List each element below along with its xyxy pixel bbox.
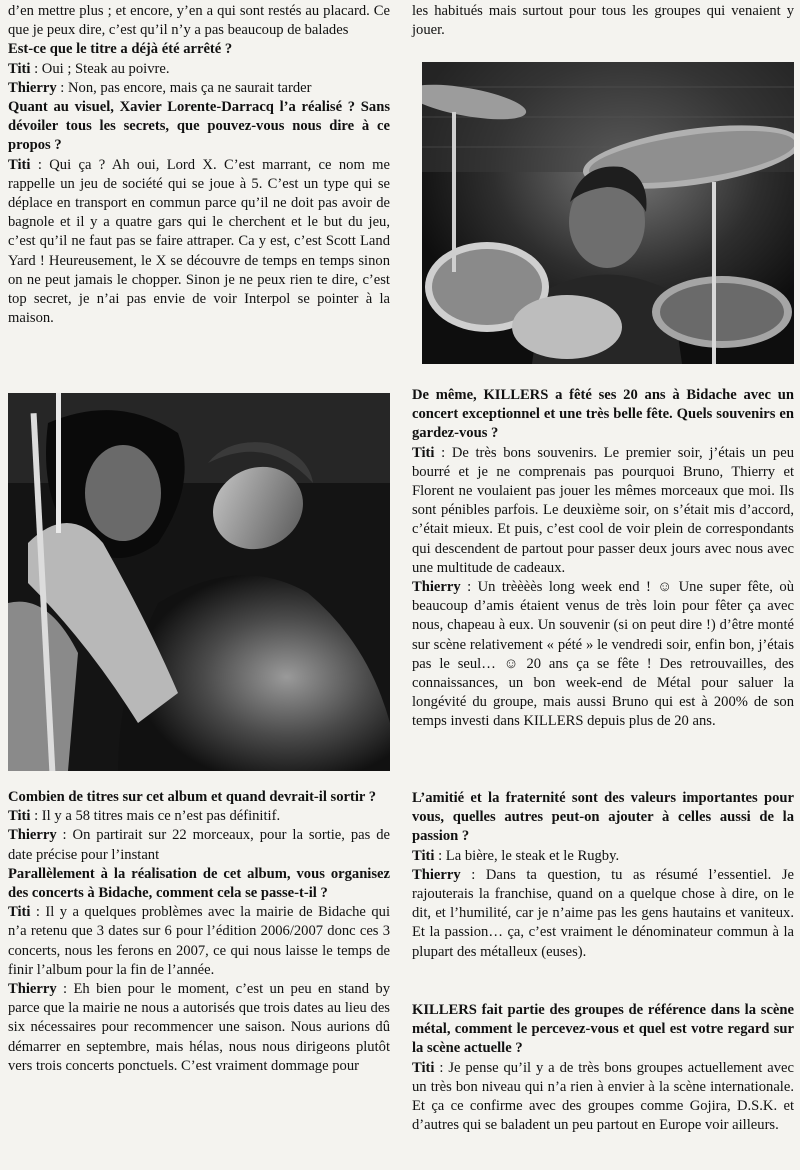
- speaker-name: Titi: [8, 904, 31, 921]
- speaker-name: Titi: [8, 60, 31, 77]
- answer-text: : De très bons souvenirs. Le premier soir, j’étais un peu bourré et je ne comprenais pas pourquoi Bruno, Thierry et Florent ne voulaient pas jouer les mêmes morceaux que moi. Ils sont pénibles parfois. Le deuxième soir, on s’était mis d’accord, c’était mieux. Et puis, c’est cool de voir plein de correspondants qui descendent de partout pour passer deux jours avec nous avec une multitude de cadeaux.: [412, 444, 794, 576]
- answer-text: : Il y a quelques problèmes avec la mairie de Bidache qui n’a retenu que 3 dates sur 6 pour l’édition 2006/2007 donc ces 3 concerts, nous les ferons en 2007, ce qui nous laisse le temps de finir l’album pour la fin de l’année.: [8, 904, 390, 978]
- speaker-name: Thierry: [8, 79, 57, 96]
- interview-answer: [8, 980, 390, 1076]
- interview-question: L’amitié et la fraternité sont des valeurs importantes pour vous, quelles autres peut-on ajouter à celles aussi de la passion ?: [412, 790, 794, 845]
- right-text-block-values: [412, 789, 794, 962]
- interview-question: Combien de titres sur cet album et quand devrait-il sortir ?: [8, 789, 377, 805]
- speaker-name: Titi: [8, 808, 31, 825]
- photo-drummer: [422, 62, 794, 364]
- left-text-block-bottom: [8, 788, 390, 1076]
- answer-text: : Qui ça ? Ah oui, Lord X. C’est marrant, ce nom me rappelle un jeu de société qui se joue à 5. C’est un type qui se déplace en transport en commun parce qu’il ne doit pas avoir de bagnole et il y a quatre gars qui le cherchent et le but du jeu, c’est qu’il ne faut pas se faire attraper. Ca y est, c’est Scott Land Yard ! Heureusement, le X se découvre de temps en temps sinon on ne peut jamais le chopper. Sinon je ne peux rien te dire, c’est top secret, je n’ai pas envie de voir Interpol se pointer à la maison.: [8, 156, 390, 327]
- answer-text: : On partirait sur 22 morceaux, pour la sortie, pas de date précise pour l’instant: [8, 827, 390, 863]
- interview-answer: [412, 444, 794, 578]
- answer-text: : Non, pas encore, mais ça ne saurait tarder: [56, 79, 312, 96]
- answer-text: : Il y a 58 titres mais ce n’est pas définitif.: [30, 808, 281, 825]
- interview-answer: [8, 903, 390, 980]
- interview-answer: [8, 826, 390, 864]
- interview-answer: [8, 807, 390, 826]
- right-text-block-top: [412, 2, 794, 40]
- interview-answer: [412, 866, 794, 962]
- interview-answer: [8, 79, 390, 98]
- answer-text: : Je pense qu’il y a de très bons groupes actuellement avec un très bon niveau qui n’a rien à envier à la scène internationale. Et ça ce confirme avec des groupes comme Gojira, D.S.K. et d’autres qui se baladent un peu partout en Europe voir ailleurs.: [412, 1059, 794, 1134]
- paragraph: les habitués mais surtout pour tous les groupes qui venaient y jouer.: [412, 3, 794, 39]
- interview-question: Parallèlement à la réalisation de cet album, vous organisez des concerts à Bidache, comment cela se passe-t-il ?: [8, 865, 390, 902]
- interview-question: De même, KILLERS a fêté ses 20 ans à Bidache avec un concert exceptionnel et une très belle fête. Quels souvenirs en gardez-vous ?: [412, 387, 794, 442]
- interview-answer: [412, 847, 794, 866]
- answer-text: : Un trèèèès long week end ! ☺ Une super fête, où beaucoup d’amis étaient venus de très loin pour fêter ça avec nous, chapeau à eux. Un souvenir (si on peut dire !) d’être monté sur scène relativement « pété » le vendredi soir, enfin bon, j’étais pas le seul… ☺ 20 ans ça se fête ! Des retrouvailles, des connaissances, un bon week-end de Métal pour saluer la longévité du groupe, mais aussi Bruno qui est à 200% de son temps investi dans KILLERS depuis plus de 20 ans.: [412, 579, 794, 730]
- answer-text: : Oui ; Steak au poivre.: [30, 60, 170, 77]
- speaker-name: Titi: [412, 1059, 435, 1076]
- speaker-name: Titi: [412, 847, 435, 864]
- speaker-name: Thierry: [8, 981, 57, 998]
- left-text-block-top: [8, 2, 390, 328]
- speaker-name: Titi: [412, 444, 435, 461]
- interview-question: Est-ce que le titre a déjà été arrêté ?: [8, 41, 233, 58]
- speaker-name: Thierry: [412, 866, 461, 883]
- interview-question: KILLERS fait partie des groupes de référence dans la scène métal, comment le percevez-vous et quel est votre regard sur la scène actuelle ?: [412, 1002, 794, 1057]
- right-text-block-anniversary: [412, 386, 794, 732]
- speaker-name: Thierry: [8, 827, 57, 844]
- right-text-block-scene: [412, 1001, 794, 1135]
- answer-text: : Eh bien pour le moment, c’est un peu en stand by parce que la mairie ne nous a autorisés que trois dates au lieu des six nécessaires pour recommencer une saison. Nous aurions dû démarrer en septembre, mais hélas, nous nous dirigeons plutôt vers trois concerts ponctuels. C’est vraiment dommage pour: [8, 981, 390, 1074]
- speaker-name: Titi: [8, 156, 31, 173]
- interview-question: Quant au visuel, Xavier Lorente-Darracq l’a réalisé ? Sans dévoiler tous les secrets, que pouvez-vous nous dire à ce propos ?: [8, 99, 390, 154]
- answer-text: : La bière, le steak et le Rugby.: [434, 847, 620, 864]
- interview-answer: [412, 1059, 794, 1136]
- interview-answer: [8, 156, 390, 329]
- answer-text: : Dans ta question, tu as résumé l’essentiel. Je rajouterais la franchise, quand on a quelque chose à dire, on le dit, et l’humilité, car je n’aime pas les gens hautains et vaniteux. Et la passion… ça, c’est vraiment le dénominateur commun à la plupart des métalleux (euses).: [412, 866, 794, 960]
- paragraph: d’en mettre plus ; et encore, y’en a qui sont restés au placard. Ce que je peux dire, c’est qu’il n’y a pas beaucoup de balades: [8, 3, 390, 39]
- photo-singers-on-stage: [8, 393, 390, 771]
- interview-answer: [8, 60, 390, 79]
- interview-answer: [412, 578, 794, 732]
- speaker-name: Thierry: [412, 579, 461, 596]
